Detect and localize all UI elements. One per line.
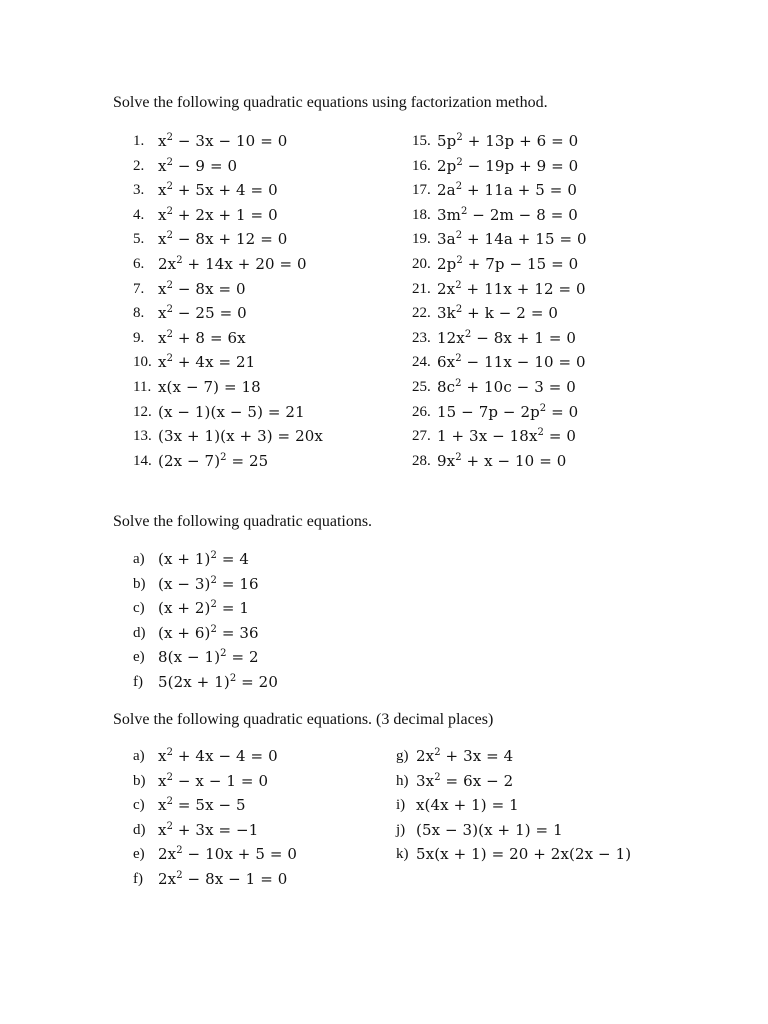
exercise-number: h) xyxy=(396,772,409,789)
section-2-column xyxy=(133,547,413,695)
equation: $12x^2 - 8x + 1 = 0$ xyxy=(437,328,577,347)
exercise-item xyxy=(133,842,383,867)
exercise-item xyxy=(133,326,393,351)
exercise-item xyxy=(133,375,393,400)
exercise-number: 20. xyxy=(412,255,431,272)
section-1-heading: Solve the following quadratic equations using factorization method. xyxy=(113,94,548,111)
exercise-number: 17. xyxy=(412,182,431,199)
equation: $2x^2 - 10x + 5 = 0$ xyxy=(158,845,298,864)
exercise-item xyxy=(412,326,702,351)
equation: $x^2 + 2x + 1 = 0$ xyxy=(158,205,278,224)
exercise-item xyxy=(133,277,393,302)
exercise-item xyxy=(133,400,393,425)
equation: $3x^2 = 6x - 2$ xyxy=(416,771,514,790)
equation: $x^2 + 8 = 6x$ xyxy=(158,328,246,347)
equation: $9x^2 + x - 10 = 0$ xyxy=(437,451,567,470)
equation: $2x^2 + 3x = 4$ xyxy=(416,747,514,765)
exercise-item xyxy=(133,596,413,621)
exercise-item xyxy=(412,203,702,228)
equation: $6x^2 - 11x - 10 = 0$ xyxy=(437,353,586,372)
equation: $2p^2 + 7p - 15 = 0$ xyxy=(437,254,579,273)
equation: $x^2 + 4x = 21$ xyxy=(158,353,256,372)
equation: (x − 1)(x − 5) = 21 xyxy=(158,402,305,421)
equation: $8(x - 1)^2 = 2$ xyxy=(158,648,259,667)
equation: $(x + 2)^2 = 1$ xyxy=(158,599,250,618)
equation: $x^2 + 3x = -1$ xyxy=(158,820,259,839)
exercise-number: 10. xyxy=(133,354,152,371)
exercise-number: 26. xyxy=(412,403,431,420)
exercise-number: f) xyxy=(133,870,143,887)
equation: $2x^2 + 11x + 12 = 0$ xyxy=(437,279,586,298)
exercise-item xyxy=(133,350,393,375)
equation: $2x^2 + 14x + 20 = 0$ xyxy=(158,254,307,273)
exercise-item xyxy=(412,277,702,302)
equation: $x^2 - 9 = 0$ xyxy=(158,156,238,175)
equation: $x^2 - 8x + 12 = 0$ xyxy=(158,230,288,249)
exercise-item xyxy=(412,301,702,326)
equation: $2p^2 - 19p + 9 = 0$ xyxy=(437,156,579,175)
exercise-item xyxy=(412,178,702,203)
exercise-number: e) xyxy=(133,649,145,666)
equation: $3m^2 - 2m - 8 = 0$ xyxy=(437,205,578,224)
exercise-item xyxy=(133,301,393,326)
section-1-left-column xyxy=(133,129,393,473)
equation: $(x - 3)^2 = 16$ xyxy=(158,574,259,593)
exercise-number: 18. xyxy=(412,206,431,223)
exercise-number: 21. xyxy=(412,280,431,297)
exercise-item xyxy=(133,867,383,892)
equation: $(x + 1)^2 = 4$ xyxy=(158,550,250,568)
exercise-item xyxy=(133,793,383,818)
section-1-right-column xyxy=(412,129,702,473)
exercise-item xyxy=(133,129,393,154)
exercise-number: 23. xyxy=(412,329,431,346)
exercise-item xyxy=(133,621,413,646)
exercise-item xyxy=(396,744,696,769)
exercise-item xyxy=(133,670,413,695)
equation: x(x − 7) = 18 xyxy=(158,377,261,396)
exercise-number: 5. xyxy=(133,231,145,248)
exercise-number: 27. xyxy=(412,428,431,445)
exercise-number: c) xyxy=(133,600,145,617)
exercise-number: a) xyxy=(133,551,145,567)
exercise-number: b) xyxy=(133,575,146,592)
exercise-number: e) xyxy=(133,846,145,863)
exercise-number: k) xyxy=(396,846,409,863)
exercise-number: 24. xyxy=(412,354,431,371)
equation: $x^2 + 5x + 4 = 0$ xyxy=(158,181,278,200)
exercise-number: 12. xyxy=(133,403,152,420)
exercise-number: i) xyxy=(396,797,406,814)
exercise-number: d) xyxy=(133,624,146,641)
exercise-number: 15. xyxy=(412,133,431,149)
exercise-item xyxy=(412,252,702,277)
exercise-item xyxy=(133,203,393,228)
equation: $x^2 - 8x = 0$ xyxy=(158,279,246,298)
equation: $x^2 - 3x - 10 = 0$ xyxy=(158,132,288,150)
exercise-item xyxy=(412,154,702,179)
exercise-number: g) xyxy=(396,748,409,764)
exercise-item xyxy=(133,645,413,670)
exercise-item xyxy=(133,227,393,252)
equation: $x^2 - 25 = 0$ xyxy=(158,304,247,323)
exercise-item xyxy=(412,449,702,474)
equation: 5x(x + 1) = 20 + 2x(2x − 1) xyxy=(416,845,632,864)
exercise-number: 3. xyxy=(133,182,145,199)
exercise-number: 16. xyxy=(412,157,431,174)
equation: $(x + 6)^2 = 36$ xyxy=(158,623,259,642)
exercise-number: 25. xyxy=(412,378,431,395)
exercise-item xyxy=(412,400,702,425)
equation: $1 + 3x - 18x^2 = 0$ xyxy=(437,427,577,446)
exercise-item xyxy=(133,449,393,474)
exercise-number: f) xyxy=(133,673,143,690)
exercise-number: 14. xyxy=(133,452,152,469)
exercise-item xyxy=(412,375,702,400)
exercise-number: 8. xyxy=(133,305,145,322)
equation: (5x − 3)(x + 1) = 1 xyxy=(416,820,563,839)
exercise-item xyxy=(396,769,696,794)
exercise-item xyxy=(412,424,702,449)
exercise-item xyxy=(396,818,696,843)
exercise-item xyxy=(133,252,393,277)
exercise-item xyxy=(133,572,413,597)
exercise-number: 2. xyxy=(133,157,145,174)
exercise-number: 13. xyxy=(133,428,152,445)
exercise-item xyxy=(412,227,702,252)
exercise-number: j) xyxy=(396,821,406,838)
equation: $2x^2 - 8x - 1 = 0$ xyxy=(158,869,288,888)
equation: $8c^2 + 10c - 3 = 0$ xyxy=(437,377,576,396)
equation: $x^2 - x - 1 = 0$ xyxy=(158,771,269,790)
equation: $(2x - 7)^2 = 25$ xyxy=(158,451,269,470)
equation: $3k^2 + k - 2 = 0$ xyxy=(437,304,559,323)
exercise-item xyxy=(396,793,696,818)
equation: $3a^2 + 14a + 15 = 0$ xyxy=(437,230,587,249)
section-3-left-column xyxy=(133,744,383,892)
exercise-item xyxy=(133,818,383,843)
exercise-number: 1. xyxy=(133,133,145,149)
equation: $2a^2 + 11a + 5 = 0$ xyxy=(437,181,577,200)
exercise-item xyxy=(133,424,393,449)
section-3-heading: Solve the following quadratic equations. (3 decimal places) xyxy=(113,711,494,728)
exercise-number: 11. xyxy=(133,378,152,395)
exercise-item xyxy=(133,154,393,179)
equation: $5p^2 + 13p + 6 = 0$ xyxy=(437,132,579,150)
exercise-number: c) xyxy=(133,797,145,814)
exercise-item xyxy=(133,178,393,203)
exercise-number: d) xyxy=(133,821,146,838)
exercise-number: 19. xyxy=(412,231,431,248)
exercise-item xyxy=(133,744,383,769)
section-3-right-column xyxy=(396,744,696,867)
exercise-number: 7. xyxy=(133,280,145,297)
exercise-number: 28. xyxy=(412,452,431,469)
exercise-item xyxy=(412,350,702,375)
exercise-number: 22. xyxy=(412,305,431,322)
equation: $15 - 7p - 2p^2 = 0$ xyxy=(437,402,579,421)
equation: $x^2 = 5x - 5$ xyxy=(158,796,246,815)
exercise-number: b) xyxy=(133,772,146,789)
equation: x(4x + 1) = 1 xyxy=(416,796,519,815)
exercise-item xyxy=(396,842,696,867)
equation: $x^2 + 4x - 4 = 0$ xyxy=(158,747,278,765)
exercise-number: a) xyxy=(133,748,145,764)
exercise-number: 9. xyxy=(133,329,145,346)
equation: $5(2x + 1)^2 = 20$ xyxy=(158,672,278,691)
exercise-number: 6. xyxy=(133,255,145,272)
section-2-heading: Solve the following quadratic equations. xyxy=(113,513,373,530)
exercise-item xyxy=(133,547,413,572)
exercise-item xyxy=(133,769,383,794)
exercise-item xyxy=(412,129,702,154)
equation: (3x + 1)(x + 3) = 20x xyxy=(158,427,323,446)
exercise-number: 4. xyxy=(133,206,145,223)
